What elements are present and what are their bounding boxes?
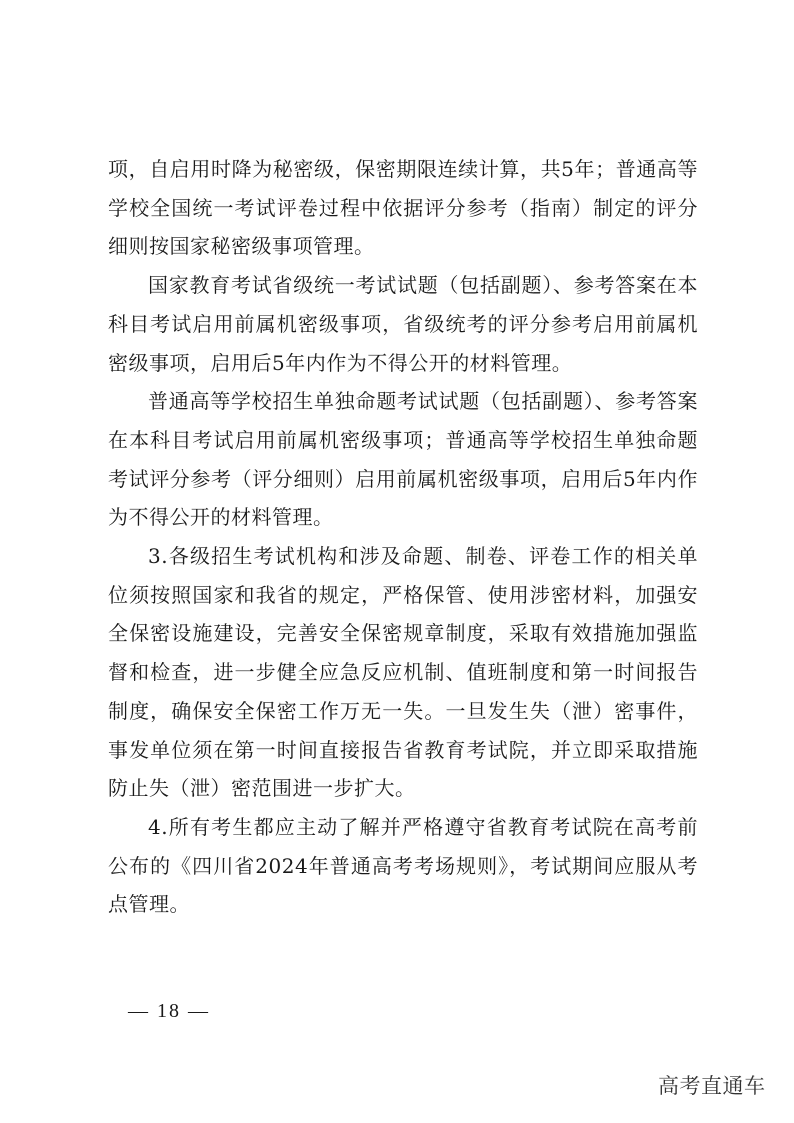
page-number: — 18 —: [128, 1000, 210, 1022]
paragraph-item-4: 4.所有考生都应主动了解并严格遵守省教育考试院在高考前公布的《四川省2024年普通高考考场规则》，考试期间应服从考点管理。: [108, 814, 698, 917]
document-body: [108, 150, 698, 924]
paragraph-independent-exam: 普通高等学校招生单独命题考试试题（包括副题）、参考答案在本科目考试启用前属机密级事项；普通高等学校招生单独命题考试评分参考（评分细则）启用前属机密级事项，启用后5年内作为不得公开的材料管理。: [108, 389, 698, 530]
watermark: 高考直通车: [658, 1074, 766, 1098]
paragraph-continued: 项，自启用时降为秘密级，保密期限连续计算，共5年；普通高等学校全国统一考试评卷过程中依据评分参考（指南）制定的评分细则按国家秘密级事项管理。: [108, 157, 698, 259]
paragraph-item-3: 3.各级招生考试机构和涉及命题、制卷、评卷工作的相关单位须按照国家和我省的规定，严格保管、使用涉密材料，加强安全保密设施建设，完善安全保密规章制度，采取有效措施加强监督和检查，进一步健全应急反应机制、值班制度和第一时间报告制度，确保安全保密工作万无一失。一旦发生失（泄）密事件，事发单位须在第一时间直接报告省教育考试院，并立即采取措施防止失（泄）密范围进一步扩大。: [108, 544, 698, 801]
paragraph-provincial-exam: 国家教育考试省级统一考试试题（包括副题）、参考答案在本科目考试启用前属机密级事项，省级统考的评分参考启用前属机密级事项，启用后5年内作为不得公开的材料管理。: [108, 273, 698, 375]
